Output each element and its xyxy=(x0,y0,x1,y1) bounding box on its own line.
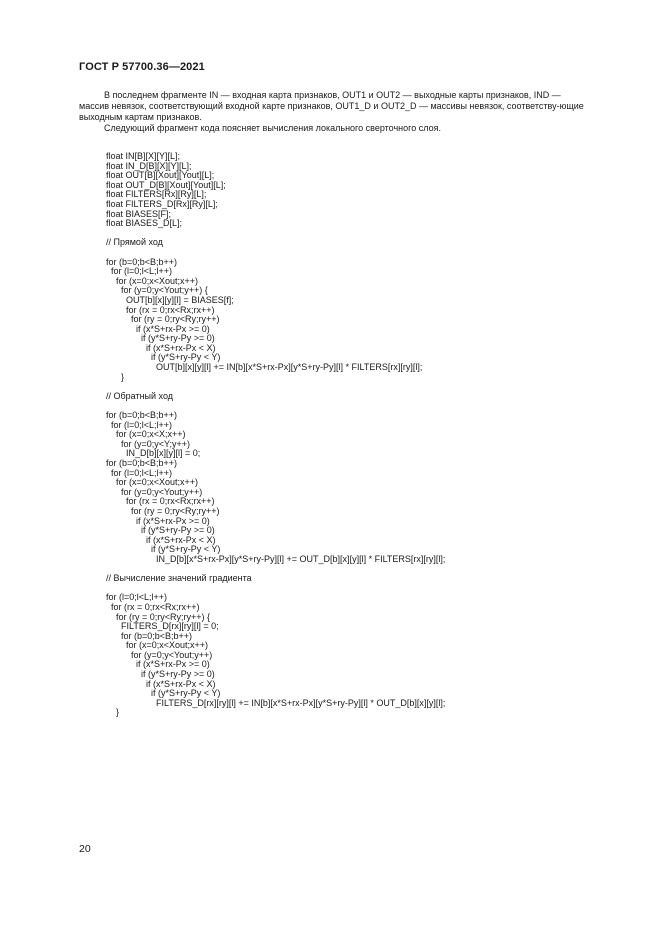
page-number: 20 xyxy=(79,843,91,855)
code-line: float BIASES[F]; xyxy=(106,208,172,219)
code-line: if (x*S+rx-Px < X) xyxy=(106,342,216,353)
code-line: // Обратный ход xyxy=(106,390,174,401)
code-line: if (x*S+rx-Px >= 0) xyxy=(106,659,210,670)
code-line: FILTERS_D[rx][ry][l] += IN[b][x*S+rx-Px][y*S+ry-Py][l] * OUT_D[b][x][y][l]; xyxy=(106,697,446,708)
code-line: float FILTERS[Rx][Ry][L]; xyxy=(106,189,207,200)
code-line: if (x*S+rx-Px < X) xyxy=(106,534,216,545)
code-line: // Прямой ход xyxy=(106,237,163,248)
code-line: for (l=0;l<L;l++) xyxy=(106,467,173,478)
code-line: for (y=0;y<Yout;y++) { xyxy=(106,285,208,296)
code-line: IN_D[b][x][y][l] = 0; xyxy=(106,448,201,459)
code-line: for (b=0;b<B;b++) xyxy=(106,630,193,641)
code-line: for (b=0;b<B;b++) xyxy=(106,458,178,468)
code-line: for (l=0;l<L;l++) xyxy=(106,266,173,277)
code-line: for (ry = 0;ry<Ry;ry++) { xyxy=(106,611,211,622)
intro-paragraph-2: Следующий фрагмент кода поясняет вычисления локального сверточного слоя. xyxy=(104,123,441,133)
code-line: if (x*S+rx-Px < X) xyxy=(106,678,216,689)
standard-header: ГОСТ Р 57700.36—2021 xyxy=(79,61,205,73)
code-line: for (x=0;x<Xout;x++) xyxy=(106,477,199,488)
code-line: for (ry = 0;ry<Ry;ry++) xyxy=(106,314,220,325)
intro-text xyxy=(79,90,584,134)
code-line: for (l=0;l<L;l++) xyxy=(106,419,173,430)
code-line: if (x*S+rx-Px >= 0) xyxy=(106,515,210,526)
code-line: float BIASES_D[L]; xyxy=(106,218,183,229)
code-line: float OUT_D[B][Xout][Yout][L]; xyxy=(106,179,226,190)
code-line: for (y=0;y<Y;y++) xyxy=(106,438,190,449)
code-listing xyxy=(106,152,445,718)
code-line: if (x*S+rx-Px >= 0) xyxy=(106,323,210,334)
code-line: for (l=0;l<L;l++) xyxy=(106,592,168,603)
code-line: for (rx = 0;rx<Rx;rx++) xyxy=(106,496,215,507)
code-line: float IN_D[B][X][Y][L]; xyxy=(106,160,192,171)
code-line: } xyxy=(106,707,120,718)
code-line: for (y=0;y<Yout;y++) xyxy=(106,486,203,497)
intro-paragraph-1: В последнем фрагменте IN — входная карта признаков, OUT1 и OUT2 — выходные карты признаков, IND — массив невязок, соответствующий входной карте признаков, OUT1_D и OUT2_D — массивы невязок, соответству-ющие выходным картам признаков. xyxy=(79,90,584,122)
code-line: OUT[b][x][y][l] += IN[b][x*S+rx-Px][y*S+ry-Py][l] * FILTERS[rx][ry][l]; xyxy=(106,362,423,373)
code-line: float OUT[B][Xout][Yout][L]; xyxy=(106,170,215,181)
code-line: } xyxy=(106,371,125,382)
code-line: for (rx = 0;rx<Rx;rx++) xyxy=(106,601,200,612)
code-line: for (rx = 0;rx<Rx;rx++) xyxy=(106,304,215,315)
code-line: for (x=0;x<X;x++) xyxy=(106,429,186,440)
code-line: for (b=0;b<B;b++) xyxy=(106,410,178,421)
code-line: for (ry = 0;ry<Ry;ry++) xyxy=(106,505,220,516)
code-line: if (y*S+ry-Py >= 0) xyxy=(106,669,215,680)
code-line: FILTERS_D[rx][ry][l] = 0; xyxy=(106,621,219,632)
code-line: if (y*S+ry-Py < Y) xyxy=(106,352,221,363)
code-line: if (y*S+ry-Py >= 0) xyxy=(106,525,215,536)
code-line: if (y*S+ry-Py >= 0) xyxy=(106,333,215,344)
code-line: if (y*S+ry-Py < Y) xyxy=(106,688,221,699)
code-line: float FILTERS_D[Rx][Ry][L]; xyxy=(106,198,218,209)
code-line: float IN[B][X][Y][L]; xyxy=(106,151,181,161)
code-line: if (y*S+ry-Py < Y) xyxy=(106,544,221,555)
code-line: for (y=0;y<Yout;y++) xyxy=(106,649,213,660)
code-line: // Вычисление значений градиента xyxy=(106,573,252,584)
code-line: for (x=0;x<Xout;x++) xyxy=(106,640,209,651)
code-line: for (b=0;b<B;b++) xyxy=(106,256,178,267)
code-line: for (x=0;x<Xout;x++) xyxy=(106,275,199,286)
code-line: OUT[b][x][y][l] = BIASES[f]; xyxy=(106,294,234,305)
code-line: IN_D[b][x*S+rx-Px][y*S+ry-Py][l] += OUT_D[b][x][y][l] * FILTERS[rx][ry][l]; xyxy=(106,553,446,564)
